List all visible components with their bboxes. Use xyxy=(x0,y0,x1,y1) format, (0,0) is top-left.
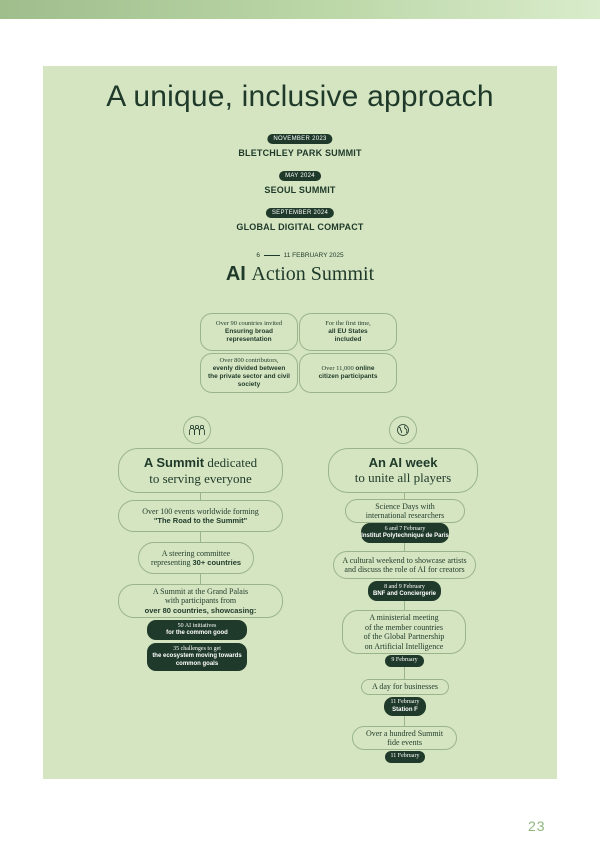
summit-title xyxy=(0,263,600,286)
fact-box-citizens xyxy=(299,353,397,393)
fact-text: For the first time, xyxy=(325,320,371,327)
fact-box-contributors xyxy=(200,353,298,393)
timeline-date-2: MAY 2024 xyxy=(279,171,321,181)
timeline-date-3: SEPTEMBER 2024 xyxy=(266,208,334,218)
item-text: A ministerial meeting xyxy=(369,613,439,622)
connector-line xyxy=(200,532,201,542)
right-item-fringe-events xyxy=(352,726,457,750)
fact-text: included xyxy=(334,336,362,343)
item-text: A steering committee xyxy=(161,548,231,558)
showcase-text: 50 AI initiatives xyxy=(177,622,217,629)
tag-date: 9 February xyxy=(391,657,418,664)
tag-ministerial-meeting xyxy=(385,655,424,667)
fact-text: representation xyxy=(226,336,272,343)
summit-dates xyxy=(0,252,600,259)
right-column-heading xyxy=(328,448,478,493)
timeline-event-1: BLETCHLEY PARK SUMMIT xyxy=(238,148,362,158)
fact-text: Over 800 contributors, xyxy=(219,357,279,364)
fact-text: the private sector and civil xyxy=(207,373,290,380)
tag-fringe-events xyxy=(385,751,425,763)
tag-date: 6 and 7 February xyxy=(384,525,426,532)
tag-place: BNF and Conciergerie xyxy=(372,591,436,597)
item-text: and discuss the role of AI for creators xyxy=(344,565,465,574)
connector-line xyxy=(404,601,405,610)
left-heading-bold: A Summit xyxy=(143,454,205,470)
date-range-line xyxy=(264,255,280,256)
people-group-icon-svg xyxy=(188,424,206,436)
connector-line xyxy=(200,574,201,584)
item-text: of the member countries xyxy=(365,622,443,632)
item-text: Over 100 events worldwide forming xyxy=(142,506,259,516)
summit-title-rest: Action Summit xyxy=(251,263,375,285)
item-text xyxy=(139,558,253,568)
showcase-ai-initiatives xyxy=(147,620,247,640)
item-text: A cultural weekend to showcase artists xyxy=(342,555,467,565)
showcase-text: 35 challenges to get xyxy=(173,645,221,652)
tag-date: 8 and 9 February xyxy=(384,583,425,590)
page-title: A unique, inclusive approach xyxy=(106,80,494,113)
connector-line xyxy=(404,716,405,726)
item-text-bold: over 80 countries, showcasing: xyxy=(144,605,257,615)
right-item-science-days xyxy=(345,499,465,523)
item-text: Science Days with xyxy=(375,501,435,511)
left-item-grand-palais xyxy=(118,584,283,618)
tag-date: 11 February xyxy=(390,753,420,760)
globe-icon-svg xyxy=(396,423,410,437)
fact-text xyxy=(321,365,374,373)
item-text-bold: 30+ countries xyxy=(192,558,242,567)
fact-text: evenly divided between xyxy=(212,365,286,372)
people-group-icon xyxy=(183,416,211,444)
fact-text: society xyxy=(237,381,261,388)
right-item-businesses xyxy=(361,679,449,695)
tag-businesses xyxy=(384,697,426,716)
globe-icon xyxy=(389,416,417,444)
tag-date: 11 February xyxy=(390,699,420,705)
summit-date-start: 6 xyxy=(256,252,260,259)
summit-date-end: 11 FEBRUARY 2025 xyxy=(283,252,344,259)
tag-place: Institut Polytechnique de Paris xyxy=(361,533,449,539)
item-text-bold: "The Road to the Summit" xyxy=(153,516,248,525)
tag-cultural-weekend xyxy=(368,581,441,601)
showcase-challenges xyxy=(147,643,247,671)
connector-line xyxy=(404,667,405,679)
fact-box-eu-states xyxy=(299,313,397,351)
left-heading-rest: dedicated xyxy=(204,454,258,470)
right-heading-line1: An AI week xyxy=(368,455,438,470)
item-text: of the Global Partnership xyxy=(363,632,445,641)
tag-science-days xyxy=(361,523,449,543)
item-text-part: representing xyxy=(150,558,193,567)
tag-place: Station F xyxy=(392,706,418,713)
fact-box-countries xyxy=(200,313,298,351)
left-heading-line2: to serving everyone xyxy=(149,470,252,486)
left-column-heading xyxy=(118,448,283,493)
right-heading-line2: to unite all players xyxy=(354,470,452,485)
item-text: Over a hundred Summit xyxy=(365,728,444,738)
item-text: fide events xyxy=(387,738,422,747)
connector-line xyxy=(404,543,405,551)
fact-text: Ensuring broad xyxy=(224,328,274,335)
item-text: international researchers xyxy=(365,511,445,520)
showcase-text-bold: for the common good xyxy=(166,630,228,636)
timeline-date-1: NOVEMBER 2023 xyxy=(267,134,332,144)
right-item-cultural-weekend xyxy=(333,551,476,579)
left-item-road-to-summit xyxy=(118,500,283,532)
item-text: A day for businesses xyxy=(372,682,438,692)
fact-text: Over 90 countries invited xyxy=(215,320,283,327)
fact-text-part: online xyxy=(355,365,375,372)
left-heading-line1 xyxy=(119,455,282,471)
page-number: 23 xyxy=(528,818,546,834)
left-item-steering-committee xyxy=(138,542,254,574)
showcase-text-bold: common goals xyxy=(175,660,219,667)
fact-text: citizen participants xyxy=(318,373,378,380)
fact-text-part: Over 11,000 xyxy=(321,365,356,372)
connector-line xyxy=(200,493,201,500)
item-text: with participants from xyxy=(164,596,237,606)
timeline-event-2: SEOUL SUMMIT xyxy=(264,185,336,195)
summit-title-ai: AI xyxy=(225,263,246,285)
top-gradient-bar xyxy=(0,0,600,19)
showcase-text-bold: the ecosystem moving towards xyxy=(152,653,242,660)
timeline-event-3: GLOBAL DIGITAL COMPACT xyxy=(236,222,364,232)
right-item-ministerial-meeting xyxy=(342,610,466,654)
item-text: on Artificial Intelligence xyxy=(364,641,444,651)
item-text: A Summit at the Grand Palais xyxy=(152,586,249,596)
fact-text: all EU States xyxy=(328,328,368,335)
